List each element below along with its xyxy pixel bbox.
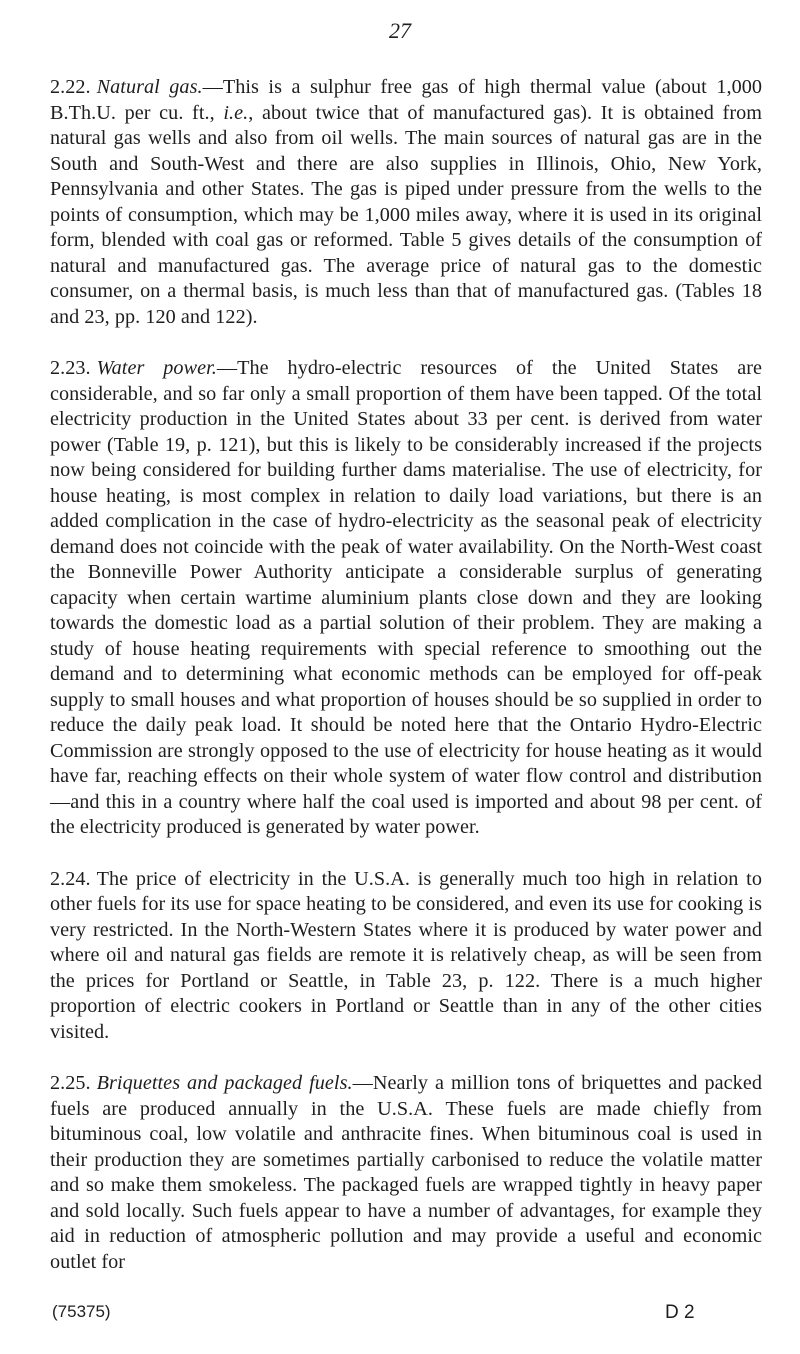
italic-text: i.e. — [223, 101, 249, 124]
paragraph-heading: Water power. — [96, 357, 217, 379]
paragraph-2-23 — [50, 356, 762, 841]
paragraph-text — [50, 1072, 762, 1273]
paragraph-number: 2.23. — [50, 357, 91, 379]
page-number: 27 — [389, 18, 411, 43]
text-run: —This is a sulphur free gas of high thermal value (about 1,000 B.Th.U. per cu. ft., — [50, 76, 763, 124]
print-code: (75375) — [52, 1302, 111, 1321]
text-run: —The hydro-electric resources of the United States are considerable, and so far only a small proportion of them have been tapped. Of the total electricity production in the United States about 33 per cent. is derived from water power (Table 19, p. 121), but this is likely to be considerably increased if the projects now being considered for building further dams materialise. The use of electricity, for house heating, is most complex in relation to daily load variations, but there is an added complication in the case of hydro-electricity as the seasonal peak of electricity demand does not coincide with the peak of water availability. On the North-West coast the Bonneville Power Authority anticipate a considerable surplus of generating capacity when certain wartime aluminium plants close down and they are looking towards the domestic load as a partial solution of their problem. They are making a study of house heating requirements with special reference to smoothing out the demand and to determining what economic methods can be employed for off-peak supply to small houses and what proportion of houses should be so supplied in order to reduce the daily peak load. It should be noted here that the Ontario Hydro-Electric Commission are strongly opposed to the use of electricity for house heating as it would have far, reaching effects on their whole system of water flow control and distribution—and this in a country where half the coal used is imported and about 98 per cent. of the electricity produced is generated by water power. — [50, 357, 762, 838]
paragraph-number: 2.24. — [50, 867, 91, 890]
text-run: —Nearly a million tons of briquettes and packed fuels are produced annually in the U.S.A. These fuels are made chiefly from bituminous coal, low volatile and anthracite fines. When bituminous coal is used in their production they are sometimes partially carbonised to reduce the volatile matter and so make them smokeless. The packaged fuels are wrapped tightly in heavy paper and sold locally. Such fuels appear to have a number of advantages, for example they aid in reduction of atmospheric pollution and may provide a useful and economic outlet for — [50, 1072, 762, 1273]
paragraph-text — [50, 357, 762, 838]
page-body — [50, 75, 762, 1301]
text-run: The price of electricity in the U.S.A. is generally much too high in relation to other fuels for its use for space heating to be considered, and even its use for cooking is very restricted. In the North-Western States where it is produced by water power and where oil and natural gas fields are remote it is relatively cheap, as will be seen from the prices for Portland or Seattle, in Table 23, p. 122. There is a much higher proportion of electric cookers in Portland or Seattle than in any of the other cities visited. — [50, 867, 762, 1043]
text-run: , about twice that of manufactured gas). It is obtained from natural gas wells and also from oil wells. The main sources of natural gas are in the South and South-West and there are also supplies in Illinois, Ohio, New York, Pennsylvania and other States. The gas is piped under pressure from the wells to the points of consumption, which may be 1,000 miles away, where it is used in its original form, blended with coal gas or reformed. Table 5 gives details of the consumption of natural and manufactured gas. The average price of natural gas to the domestic consumer, on a thermal basis, is much less than that of manufactured gas. (Tables 18 and 23, pp. 120 and 122). — [50, 101, 762, 328]
paragraph-number: 2.25. — [50, 1072, 91, 1094]
paragraph-heading: Briquettes and packaged fuels. — [96, 1072, 353, 1094]
paragraph-number: 2.22. — [50, 76, 91, 98]
paragraph-2-24 — [50, 867, 762, 1046]
paragraph-2-25 — [50, 1071, 762, 1275]
signature-mark: D 2 — [665, 1302, 695, 1323]
paragraph-heading: Natural gas. — [96, 76, 203, 98]
paragraph-text — [50, 76, 762, 328]
paragraph-text — [50, 868, 762, 1043]
paragraph-2-22 — [50, 75, 762, 330]
